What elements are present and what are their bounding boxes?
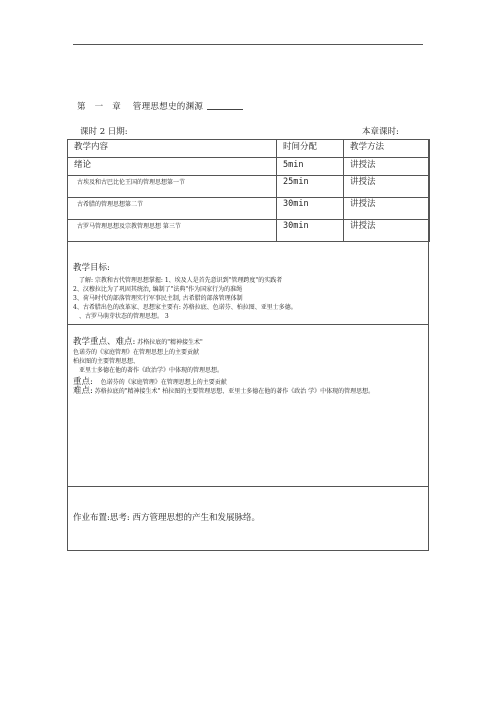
focus-label: 重点: <box>73 377 93 387</box>
focus-line <box>73 378 425 387</box>
keypoint-line: 柏拉图的主要管理思想、 <box>73 358 140 365</box>
keypoint-line: 色诺芬的《家庭管理》在管理思想上的主要贡献 <box>73 349 200 356</box>
section-divider <box>67 486 429 487</box>
row-method: 讲授法 <box>344 176 430 198</box>
difficulty-label: 难点: <box>73 386 93 396</box>
focus-text: 色诺芬的《家庭管理》在管理思想上的主要贡献 <box>100 379 227 386</box>
schedule-table <box>67 139 430 242</box>
header-content: 教学内容 <box>68 140 277 158</box>
objective-line: 了解: 宗教和古代管理思想掌握: 1、埃及人是首先意识到"管理跨度"的实践者 <box>79 277 283 284</box>
table-header-row <box>68 140 430 158</box>
homework-section <box>73 514 260 523</box>
keypoints-heading-line <box>73 338 425 347</box>
chapter-heading <box>77 100 243 112</box>
row-content: 古罗马管理思想及宗教管理思想 第三节 <box>68 220 277 242</box>
keypoints-heading: 教学重点、难点: <box>73 337 136 347</box>
keypoints-section <box>73 338 425 396</box>
keypoint-line: 亚里士多德在他的著作《政治学》中体现的管理思想。 <box>79 367 224 374</box>
row-time: 5min <box>277 158 344 176</box>
homework-text: 思考: 西方管理思想的产生和发展脉络。 <box>109 513 260 523</box>
header-time: 时间分配 <box>277 140 344 158</box>
lesson-meta-left: 课时 2 日期: <box>80 127 128 137</box>
table-row <box>68 158 430 176</box>
chapter-title: 第 一 章 管理思想史的渊源 <box>77 102 204 112</box>
row-content: 绪论 <box>68 158 277 176</box>
lesson-meta-right: 本章课时: <box>362 127 399 137</box>
difficulty-text: 苏格拉底的"精神接生术" 柏拉图的主要管理思想、亚里士多德在他的著作《政治 学》中体现的管理思想。 <box>94 388 375 395</box>
objectives-section <box>73 264 297 321</box>
section-divider <box>67 324 429 325</box>
objective-line: 、古罗马萌芽状态的管理思想。 3 <box>79 313 169 320</box>
homework-label: 作业布置: <box>73 513 110 523</box>
row-method: 讲授法 <box>344 158 430 176</box>
row-time: 25min <box>277 176 344 198</box>
row-method: 讲授法 <box>344 198 430 220</box>
objective-line: 4、古希腊出色的改革家、思想家主要有: 苏格拉底、色诺芬、柏拉图、亚里士多德。 <box>73 304 297 311</box>
keypoints-heading-tail: 苏格拉底的"精神接生术" <box>137 339 203 346</box>
row-time: 30min <box>277 220 344 242</box>
table-row <box>68 176 430 198</box>
title-blank-line <box>207 101 243 110</box>
row-time: 30min <box>277 198 344 220</box>
objective-line: 2、汉穆拉比为了巩固其统治, 编制了"法典"作为国家行为的准绳 <box>73 286 243 293</box>
header-method: 教学方法 <box>344 140 430 158</box>
row-content: 古希腊的管理思想第二节 <box>68 198 277 220</box>
objective-line: 3、荷马时代的部落管理实行军事民主制, 古希腊的部落管理体制 <box>73 295 243 302</box>
top-rule <box>73 44 423 45</box>
objectives-heading: 教学目标: <box>73 263 110 273</box>
table-row <box>68 198 430 220</box>
row-content: 古埃及和古巴比伦王国的管理思想第一节 <box>68 176 277 198</box>
table-row <box>68 220 430 242</box>
difficulty-line <box>73 387 425 396</box>
row-method: 讲授法 <box>344 220 430 242</box>
